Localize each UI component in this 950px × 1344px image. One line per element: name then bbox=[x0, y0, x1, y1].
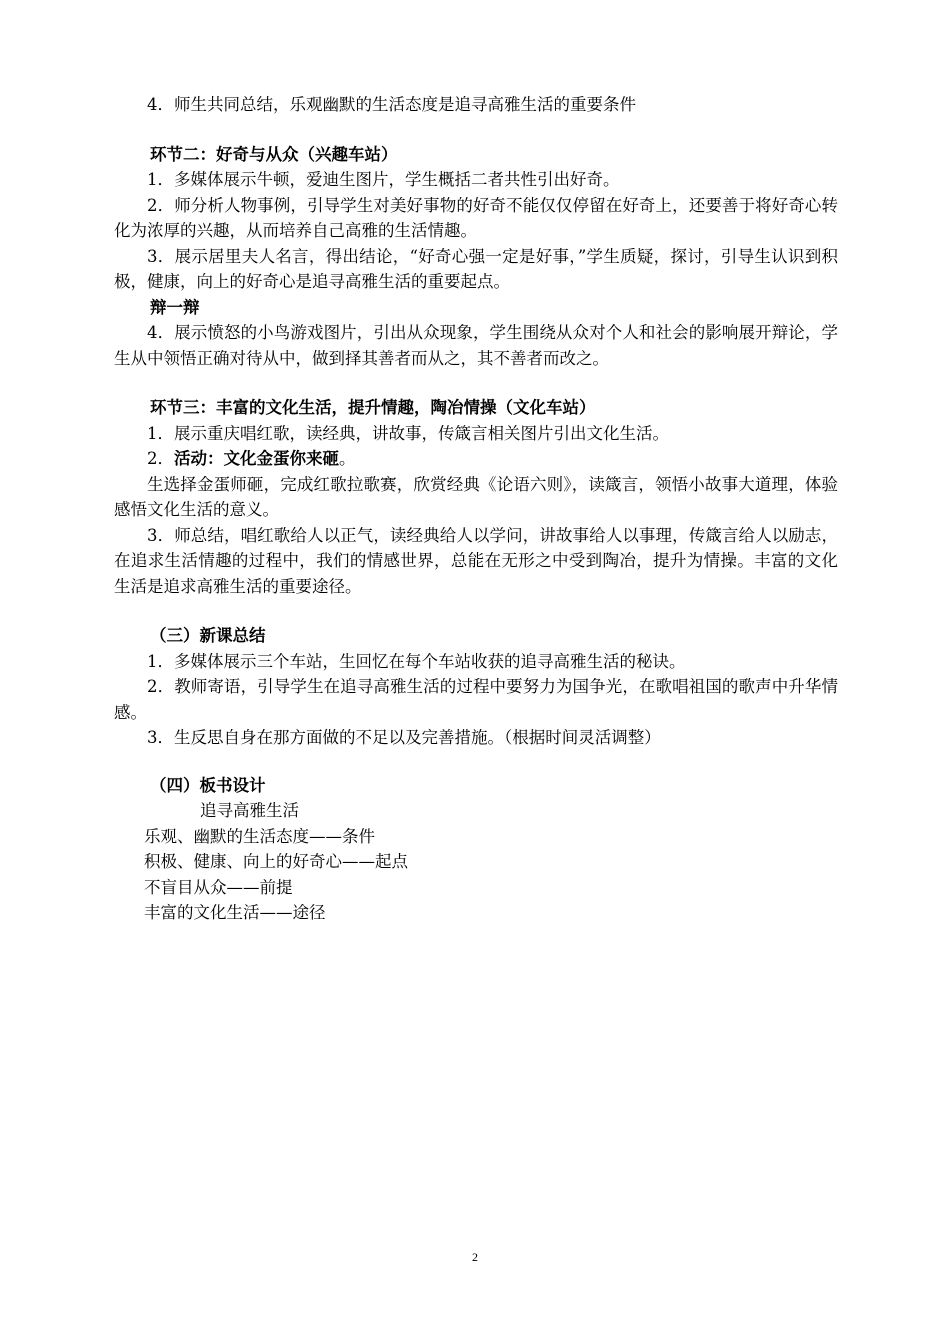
board-line: 丰富的文化生活——途径 bbox=[144, 903, 326, 922]
paragraph: 3．展示居里夫人名言，得出结论，“好奇心强一定是好事，”学生质疑，探讨，引导生认识到积极，健康，向上的好奇心是追寻高雅生活的重要起点。 bbox=[114, 246, 838, 291]
paragraph: 3．生反思自身在那方面做的不足以及完善措施。（根据时间灵活调整） bbox=[147, 728, 661, 747]
paragraph: 1．多媒体展示三个车站，生回忆在每个车站收获的追寻高雅生活的秘诀。 bbox=[147, 651, 686, 671]
paragraph: 2．师分析人物事例，引导学生对美好事物的好奇不能仅仅停留在好奇上，还要善于将好奇心转化为浓厚的兴趣，从而培养自己高雅的生活情趣。 bbox=[114, 195, 838, 240]
section-heading: （三）新课总结 bbox=[150, 626, 266, 645]
paragraph: 1．展示重庆唱红歌，读经典，讲故事，传箴言相关图片引出文化生活。 bbox=[147, 423, 669, 443]
item-number: 2． bbox=[147, 449, 174, 468]
paragraph: 4．展示愤怒的小鸟游戏图片，引出从众现象，学生围绕从众对个人和社会的影响展开辩论，学生从中领悟正确对待从中，做到择其善者而从之，其不善者而改之。 bbox=[114, 323, 838, 368]
page-number: 2 bbox=[472, 1250, 478, 1264]
paragraph: 4．师生共同总结，乐观幽默的生活态度是追寻高雅生活的重要条件 bbox=[147, 95, 636, 114]
board-line: 积极、健康、向上的好奇心——起点 bbox=[144, 852, 408, 871]
subheading-debate: 辩一辩 bbox=[150, 297, 200, 317]
section-heading: 环节二：好奇与从众（兴趣车站） bbox=[150, 144, 398, 164]
section-heading: 环节三：丰富的文化生活，提升情趣，陶冶情操（文化车站） bbox=[150, 398, 596, 417]
board-title: 追寻高雅生活 bbox=[200, 801, 299, 820]
paragraph: 3．师总结，唱红歌给人以正气，读经典给人以学问，讲故事给人以事理，传箴言给人以励志，在追求生活情趣的过程中，我们的情感世界，总能在无形之中受到陶冶，提升为情操。丰富的文化生活是追求高雅生活的重要途径。 bbox=[114, 525, 838, 596]
board-line: 乐观、幽默的生活态度——条件 bbox=[144, 826, 375, 846]
document-body bbox=[114, 92, 838, 926]
activity-title: 活动：文化金蛋你来砸 bbox=[174, 449, 339, 468]
paragraph-activity bbox=[114, 446, 838, 472]
paragraph: 生选择金蛋师砸，完成红歌拉歌赛，欣赏经典《论语六则》，读箴言，领悟小故事大道理，体验感悟文化生活的意义。 bbox=[114, 474, 838, 519]
board-line: 不盲目从众——前提 bbox=[144, 877, 293, 897]
punctuation: 。 bbox=[339, 449, 356, 468]
paragraph: 2．教师寄语，引导学生在追寻高雅生活的过程中要努力为国争光，在歌唱祖国的歌声中升华情感。 bbox=[114, 677, 838, 722]
paragraph: 1．多媒体展示牛顿，爱迪生图片，学生概括二者共性引出好奇。 bbox=[147, 170, 620, 189]
section-heading: （四）板书设计 bbox=[150, 775, 266, 795]
